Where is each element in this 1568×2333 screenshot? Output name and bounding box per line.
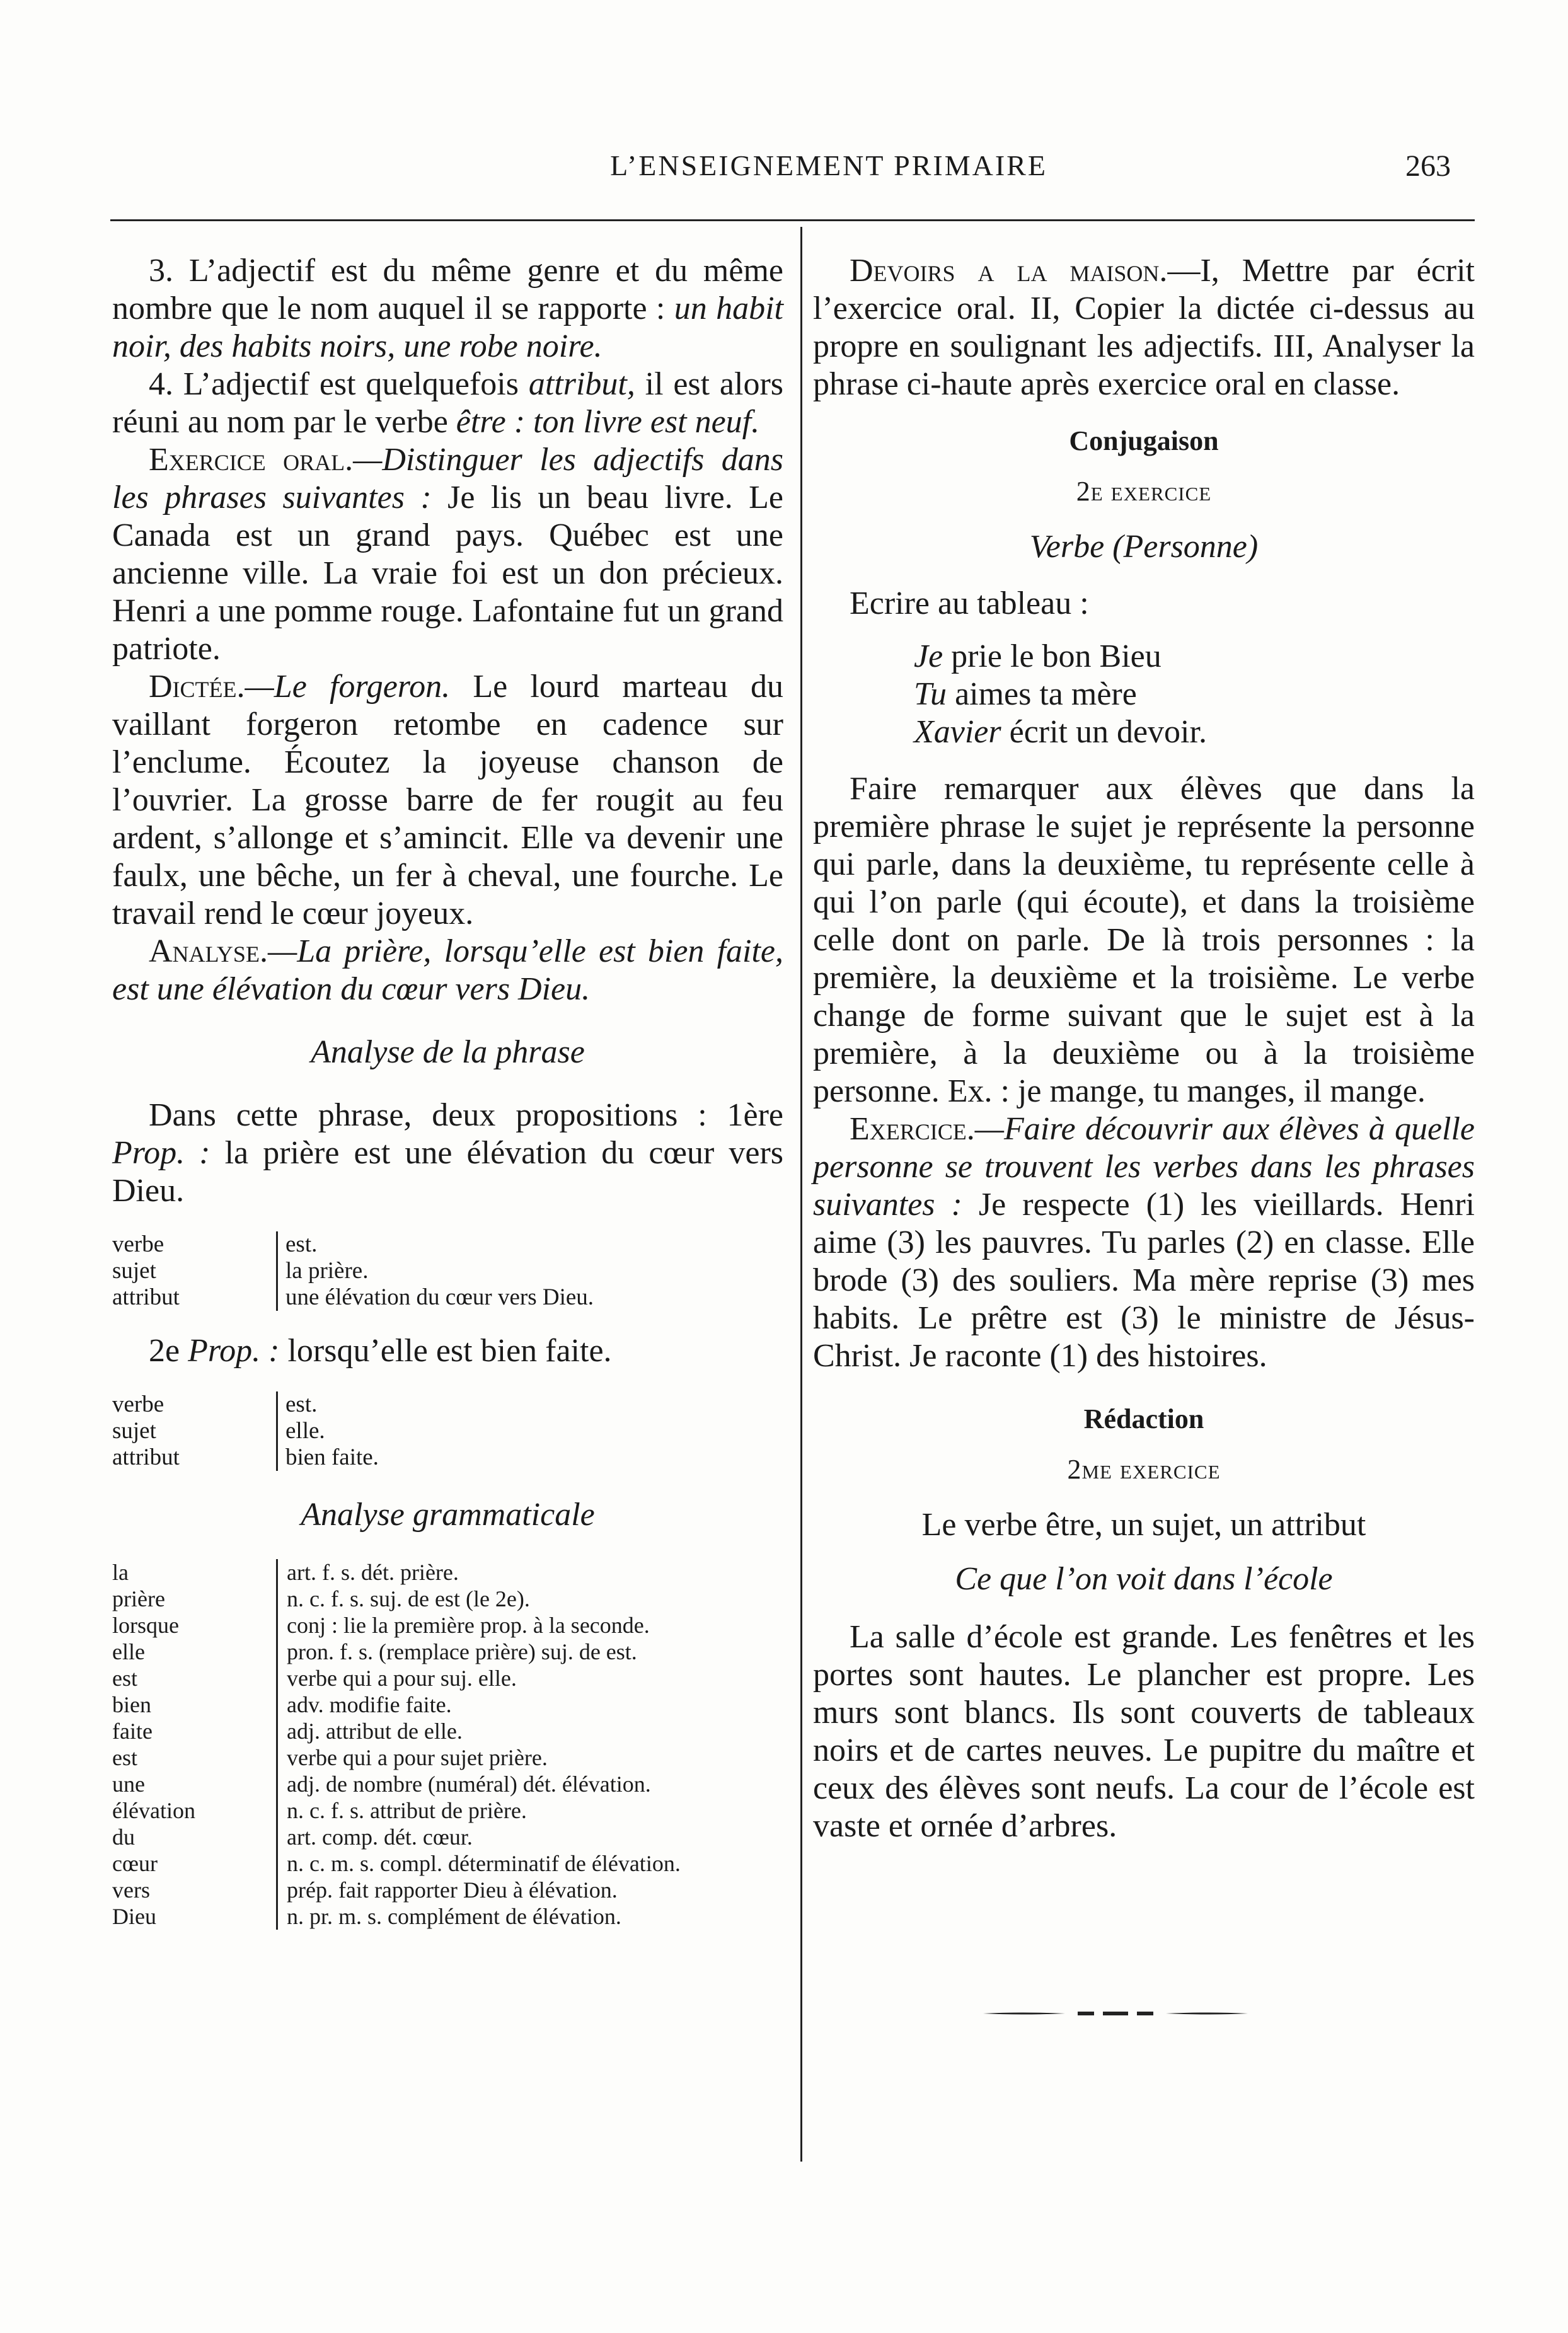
devoirs-text: —I, Mettre par écrit l’exercice oral. II, Copier la dictée ci-dessus au propre en soulignant les adjectifs. III, Analyser la phrase ci-haute après exercice oral en classe. — [813, 253, 1475, 402]
dictee-label: Dictée. — [149, 669, 245, 705]
exercice-label: Exercice. — [850, 1111, 975, 1147]
table-row: verbe est. — [112, 1231, 783, 1258]
right-column — [813, 252, 1475, 1845]
page-number: 263 — [1405, 149, 1451, 183]
rule-3: 3. L’adjectif est du même genre et du même nombre que le nom auquel il se rapporte : un habit noir, des habits noirs, une robe noire. — [112, 253, 783, 364]
running-title: L’ENSEIGNEMENT PRIMAIRE — [610, 149, 1047, 181]
table-row: du art. comp. dét. cœur. — [112, 1824, 783, 1850]
redaction-heading: Rédaction — [1083, 1403, 1204, 1434]
ornament-rule — [983, 2010, 1248, 2017]
analyse-text: —La prière, lorsqu’elle est bien faite, est une élévation du cœur vers Dieu. — [112, 933, 783, 1007]
table-row: verbe est. — [112, 1391, 783, 1418]
exercice-oral — [112, 441, 783, 668]
rule-4: 4. L’adjectif est quelquefois attribut, il est alors réuni au nom par le verbe être : ton livre est neuf. — [112, 366, 784, 440]
table-row: prière n. c. f. s. suj. de est (le 2e). — [112, 1586, 783, 1612]
table-row: élévation n. c. f. s. attribut de prière. — [112, 1797, 783, 1824]
exercice-2me-heading: 2me exercice — [1067, 1454, 1221, 1485]
devoirs-label: Devoirs a la maison. — [850, 253, 1168, 289]
table-row: Dieu n. pr. m. s. complément de élévation. — [112, 1903, 783, 1930]
verbe-personne-heading: Verbe (Personne) — [1029, 529, 1259, 565]
example-line: Tu aimes ta mère — [914, 676, 1137, 712]
prop1-table — [112, 1231, 783, 1311]
column-divider — [800, 227, 802, 2162]
devoirs — [813, 252, 1475, 403]
dictee-body: Le lourd marteau du vaillant forgeron retombe en cadence sur l’enclume. Écoutez la joyeuse chanson de l’ouvrier. La grosse barre de fer rougit au feu ardent, s’allonge et s’amincit. Elle va devenir une faulx, une bêche, un fer à cheval, une fourche. Le travail rend le cœur joyeux. — [112, 669, 783, 931]
table-row: sujet la prière. — [112, 1258, 783, 1284]
exercice-body: Je respecte (1) les vieillards. Henri aime (3) les pauvres. Tu parles (2) en classe. Elle brode (3) des souliers. Ma mère reprise (3) mes habits. Le prêtre est (3) le ministre de Jésus-Christ. Je raconte (1) des histoires. — [813, 1187, 1475, 1374]
table-row: est verbe qui a pour suj. elle. — [112, 1665, 783, 1691]
table-row: vers prép. fait rapporter Dieu à élévation. — [112, 1877, 783, 1903]
analyse-label: Analyse. — [149, 933, 268, 969]
phrase-intro: Dans cette phrase, deux propositions : 1ère Prop. : la prière est une élévation du cœur vers Dieu. — [112, 1097, 783, 1209]
table-row: la art. f. s. dét. prière. — [112, 1559, 783, 1586]
table-row: attribut bien faite. — [112, 1444, 783, 1471]
exercice-2-heading: 2e exercice — [1076, 476, 1212, 507]
table-row: attribut une élévation du cœur vers Dieu. — [112, 1284, 783, 1311]
table-row: bien adv. modifie faite. — [112, 1691, 783, 1718]
example-line: Je prie le bon Bieu — [914, 638, 1162, 674]
ecole-heading: Ce que l’on voit dans l’école — [955, 1561, 1333, 1597]
prop2-table — [112, 1391, 783, 1471]
redaction-subtitle: Le verbe être, un sujet, un attribut — [921, 1507, 1366, 1543]
table-row: faite adj. attribut de elle. — [112, 1718, 783, 1744]
analyse-grammaticale-heading: Analyse grammaticale — [301, 1497, 595, 1533]
conjugaison-heading: Conjugaison — [1069, 425, 1219, 456]
table-row: cœur n. c. m. s. compl. déterminatif de élévation. — [112, 1850, 783, 1877]
left-column — [112, 252, 783, 1930]
ecole-body: La salle d’école est grande. Les fenêtres et les portes sont hautes. Le plancher est propre. Les murs sont blancs. Ils sont couverts de tableaux noirs et de cartes neuves. Le pupitre du maître et ceux des élèves sont neufs. La cour de l’école est vaste et ornée d’arbres. — [813, 1619, 1475, 1844]
exercice-title: —Faire découvrir aux élèves à quelle personne se trouvent les verbes dans les phrases suivantes : — [813, 1111, 1475, 1223]
analyse-phrase-heading: Analyse de la phrase — [311, 1034, 585, 1070]
exercice-oral-label: Exercice oral. — [149, 442, 354, 478]
header-rule — [110, 219, 1475, 221]
ecrire-tableau: Ecrire au tableau : — [850, 585, 1089, 621]
table-row: une adj. de nombre (numéral) dét. élévation. — [112, 1771, 783, 1797]
table-row: sujet elle. — [112, 1418, 783, 1444]
exercice — [813, 1110, 1475, 1375]
remarque: Faire remarquer aux élèves que dans la première phrase le sujet je représente la personne qui parle, dans la deuxième, tu représente celle à qui l’on parle (qui écoute), et dans la troisième celle dont on parle. De là trois personnes : la première, la deuxième et la troisième. Le verbe change de forme suivant que le sujet est à la première, à la deuxième ou à la troisième personne. Ex. : je mange, tu manges, il mange. — [813, 771, 1475, 1109]
grammar-table — [112, 1559, 783, 1930]
example-line: Xavier écrit un devoir. — [914, 714, 1207, 750]
table-row: lorsque conj : lie la première prop. à la seconde. — [112, 1612, 783, 1639]
rule-3-example: un habit noir, des habits noirs, une robe noire. — [112, 291, 783, 364]
dictee — [112, 668, 783, 933]
example-sentences — [914, 638, 1475, 751]
analyse — [112, 933, 783, 1008]
exercice-oral-body: Je lis un beau livre. Le Canada est un grand pays. Québec est une ancienne ville. La vraie foi est un don précieux. Henri a une pomme rouge. Lafontaine fut un grand patriote. — [112, 480, 784, 667]
prop2-line: 2e Prop. : lorsqu’elle est bien faite. — [149, 1333, 612, 1369]
dictee-title: —Le forgeron. — [245, 669, 451, 705]
table-row: est verbe qui a pour sujet prière. — [112, 1744, 783, 1771]
table-row: elle pron. f. s. (remplace prière) suj. de est. — [112, 1639, 783, 1665]
exercice-oral-title: —Distinguer les adjectifs dans les phrases suivantes : — [112, 442, 783, 516]
